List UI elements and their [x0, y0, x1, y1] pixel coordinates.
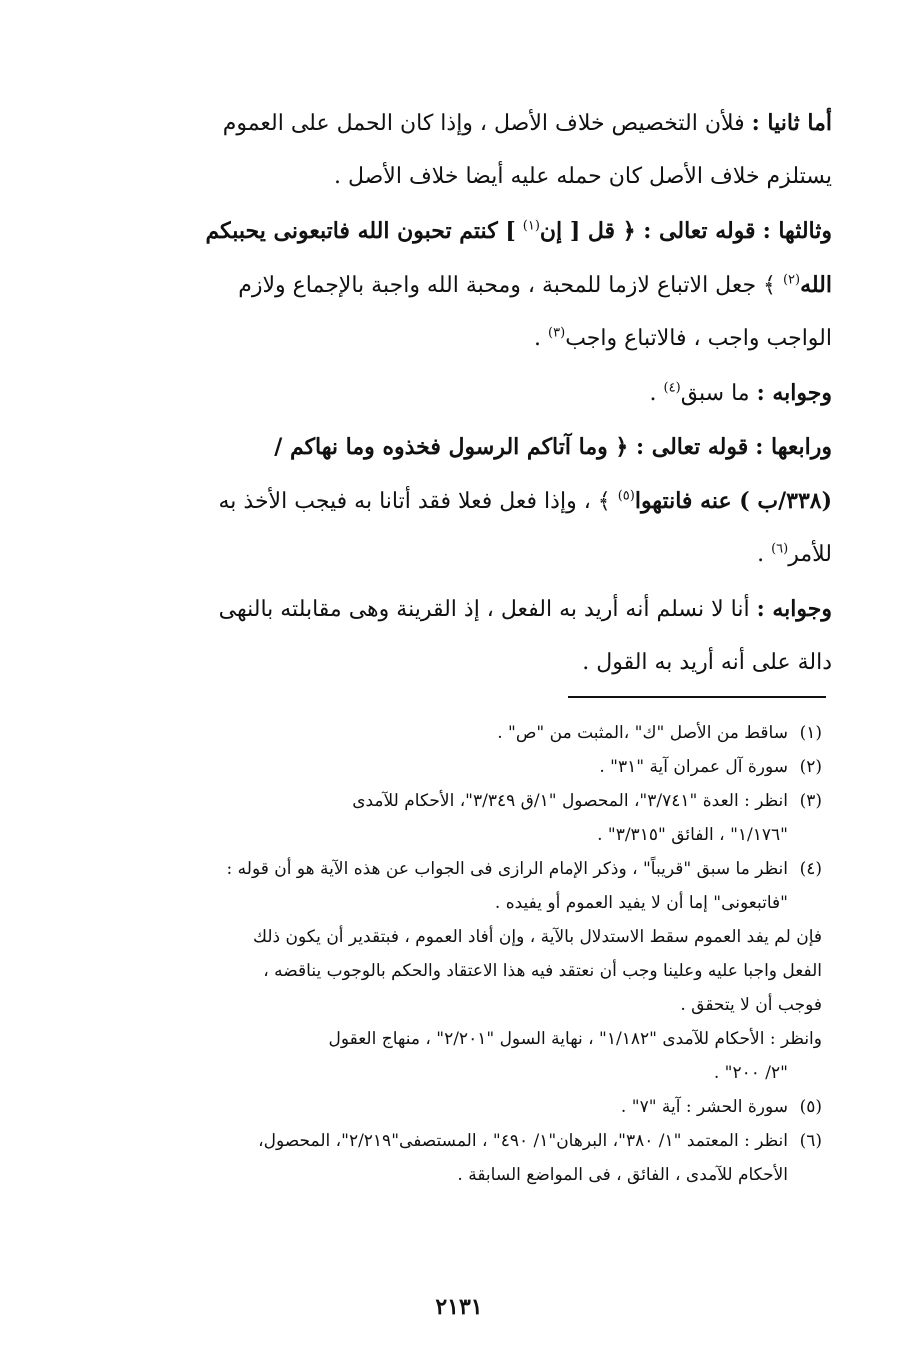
footnote-line: الأحكام للآمدى ، الفائق ، فى المواضع السابقة .	[457, 1165, 788, 1185]
paragraph-answer-one	[110, 366, 832, 420]
footnote-line: "فاتبعونى" إما أن لا يفيد العموم أو يفيده .	[494, 893, 788, 913]
text-line	[110, 582, 832, 636]
paragraph-answer-two	[110, 582, 832, 690]
text-run: .	[534, 326, 542, 351]
paragraph-second-argument	[110, 96, 832, 204]
footnote-2	[102, 750, 822, 784]
text-run: ﴾ جعل الاتباع لازما للمحبة ، ومحبة الله واجبة بالإجماع ولازم	[238, 273, 776, 298]
text-run: (٣٣٨/ب ) عنه فانتهوا	[634, 488, 832, 514]
footnote-ref: (٦)	[771, 541, 789, 557]
paragraph-lead: وثالثها :	[762, 218, 832, 244]
footnote-number: (١)	[799, 723, 822, 743]
footnote-line	[102, 1090, 822, 1124]
footnote-number: (٣)	[799, 791, 822, 811]
paragraph-lead: وجوابه :	[756, 596, 832, 622]
footnote-line: "١/١٧٦" ، الفائق "٣/٣١٥" .	[597, 825, 788, 845]
text-line	[110, 474, 832, 528]
footnote-line	[102, 716, 822, 750]
text-line	[110, 96, 832, 150]
footnote-line	[102, 1124, 822, 1158]
footnote-1	[102, 716, 822, 750]
text-line	[110, 258, 832, 312]
footnote-number: (٢)	[799, 757, 822, 777]
text-line	[110, 312, 832, 366]
page-number: ٢١٣١	[435, 1294, 483, 1320]
main-text	[110, 96, 832, 690]
footnote-text: سورة الحشر : آية "٧" .	[620, 1097, 788, 1117]
footnote-ref: (٤)	[663, 380, 681, 396]
text-line	[110, 204, 832, 258]
text-line	[110, 366, 832, 420]
footnote-text: انظر : المعتمد "١/ ٣٨٠"، البرهان"١/ ٤٩٠" ، المستصفى"٢/٢١٩"، المحصول،	[258, 1131, 788, 1151]
text-run: ما سبق	[680, 381, 750, 406]
footnote-line: "٢/ ٢٠٠" .	[713, 1063, 788, 1083]
footnote-number: (٥)	[799, 1097, 822, 1117]
footnote-ref: (٢)	[782, 272, 801, 288]
footnote-5	[102, 1090, 822, 1124]
text-line: يستلزم خلاف الأصل كان حمله عليه أيضا خلاف الأصل .	[333, 164, 832, 189]
footnotes	[102, 716, 822, 1192]
text-run: الواجب واجب ، فالاتباع واجب	[565, 326, 832, 351]
text-line: دالة على أنه أريد به القول .	[582, 650, 832, 675]
paragraph-lead: وجوابه :	[756, 380, 832, 406]
text-run: قوله تعالى : ﴿ قل [ إن	[539, 218, 756, 244]
footnote-text: سورة آل عمران آية "٣١" .	[599, 757, 788, 777]
footnote-ref: (٣)	[548, 325, 566, 341]
footnote-line: فإن لم يفد العموم سقط الاستدلال بالآية ، وإن أفاد العموم ، فبتقدير أن يكون ذلك	[253, 927, 822, 947]
text-run: للأمر	[788, 542, 832, 567]
footnote-line	[102, 784, 822, 818]
paragraph-lead: ورابعها :	[755, 434, 832, 460]
text-run: .	[649, 381, 657, 406]
footnote-4	[102, 852, 822, 1090]
text-run: قوله تعالى : ﴿ وما آتاكم الرسول فخذوه وما نهاكم /	[274, 434, 749, 460]
text-run: ﴾ ، وإذا فعل فعلا فقد أتانا به فيجب الأخذ به	[218, 489, 611, 514]
footnote-line	[102, 750, 822, 784]
footnote-text: انظر : العدة "٣/٧٤١"، المحصول "١/ق ٣/٣٤٩"، الأحكام للآمدى	[352, 791, 788, 811]
footnote-number: (٤)	[799, 859, 822, 879]
text-run: .	[757, 542, 765, 567]
paragraph-lead: أما ثانيا :	[751, 110, 832, 136]
footnote-number: (٦)	[799, 1131, 822, 1151]
text-run: ] كنتم تحبون الله فاتبعونى يحببكم	[205, 218, 516, 244]
text-line	[110, 528, 832, 582]
footnote-6	[102, 1124, 822, 1192]
text-line	[110, 420, 832, 474]
footnote-line: فوجب أن لا يتحقق .	[680, 995, 822, 1015]
footnote-line: الفعل واجبا عليه وعلينا وجب أن نعتقد فيه هذا الاعتقاد والحكم بالوجوب يناقضه ،	[263, 961, 822, 981]
footnote-text: انظر ما سبق "قريباً" ، وذكر الإمام الرازى فى الجواب عن هذه الآية هو أن قوله :	[226, 859, 788, 879]
text-run: أنا لا نسلم أنه أريد به الفعل ، إذ القرينة وهى مقابلته بالنهى	[218, 597, 750, 622]
footnote-separator	[568, 696, 826, 698]
text-run: الله	[800, 272, 832, 298]
footnote-line	[102, 852, 822, 886]
footnote-3	[102, 784, 822, 852]
text-run: فلأن التخصيص خلاف الأصل ، وإذا كان الحمل على العموم	[222, 111, 745, 136]
paragraph-third-argument	[110, 204, 832, 366]
footnote-ref: (١)	[522, 218, 540, 234]
paragraph-fourth-argument	[110, 420, 832, 582]
footnote-ref: (٥)	[617, 488, 635, 504]
footnote-line: وانظر : الأحكام للآمدى "١/١٨٢" ، نهاية السول "٢/٢٠١" ، منهاج العقول	[328, 1029, 822, 1049]
footnote-text: ساقط من الأصل "ك" ،المثبت من "ص" .	[497, 723, 788, 743]
